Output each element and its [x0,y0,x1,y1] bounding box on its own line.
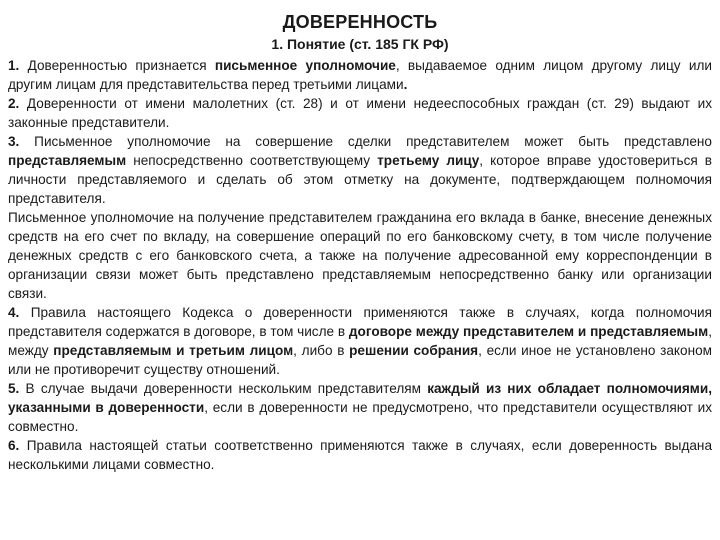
paragraph-2 [8,94,712,132]
bold-text: . [403,77,408,92]
paragraph-7 [8,436,712,474]
text-run: Доверенностью признается [19,58,215,73]
bold-text: 5. [8,381,20,396]
text-run: , либо в [293,343,350,358]
text-run: Правила настоящего Кодекса о доверенности применяются также в случаях, когда полномочия представителя содержатся в договоре, в том числе в [8,305,712,339]
bold-text: решении собрания [349,343,479,358]
bold-text: 3. [8,134,20,149]
paragraph-4 [8,208,712,303]
bold-text: 6. [8,438,20,453]
text-run: Правила настоящей статьи соответственно применяются также в случаях, если доверенность выдана несколькими лицами совместно. [8,438,712,472]
slide-subtitle: 1. Понятие (ст. 185 ГК РФ) [271,36,449,52]
bold-text: письменное уполномочие [214,58,396,73]
text-run: Письменное уполномочие на совершение сделки представителем может быть представлено [19,134,712,149]
slide-body [8,56,712,474]
bold-text: 2. [8,96,20,111]
bold-text: представляемым и третьим лицом [53,343,294,358]
bold-text: 1. [8,58,20,73]
paragraph-1 [8,56,712,94]
text-run: , выдаваемое одним лицом другому лицу или другим лицам для представительства перед третьими лицами [8,58,712,92]
bold-text: договоре между представителем и представляемым [348,324,709,339]
text-run: Письменное уполномочие на получение представителем гражданина его вклада в банке, внесение денежных средств на его счет по вкладу, на совершение операций по его банковскому счету, в том числе получение денежных средств с его банковского счета, а также на получение адресованной ему корреспонденции в организации связи может быть представлено представляемым непосредственно банку или организации связи. [8,210,712,301]
text-run: , между [8,324,712,358]
paragraph-5 [8,303,712,379]
paragraph-3 [8,132,712,208]
paragraph-6 [8,379,712,436]
text-run: , если в доверенности не предусмотрено, что представители осуществляют их совместно. [8,400,712,434]
bold-text: третьему лицу [377,153,480,168]
bold-text: каждый из них обладает полномочиями, указанными в доверенности [8,381,712,415]
text-run: , если иное не установлено законом или не противоречит существу отношений. [8,343,713,377]
text-run: Доверенности от имени малолетних (ст. 28) и от имени недееспособных граждан (ст. 29) выдают их законные представители. [8,96,712,130]
text-run: В случае выдачи доверенности нескольким представителям [19,381,428,396]
text-run: непосредственно соответствующему [126,153,378,168]
text-run: , которое вправе удостовериться в личности представляемого и сделать об этом отметку на документе, подтверждающем полномочия представителя. [8,153,712,206]
bold-text: представляемым [8,153,127,168]
bold-text: 4. [8,305,20,320]
slide-title: ДОВЕРЕННОСТЬ [282,12,438,32]
